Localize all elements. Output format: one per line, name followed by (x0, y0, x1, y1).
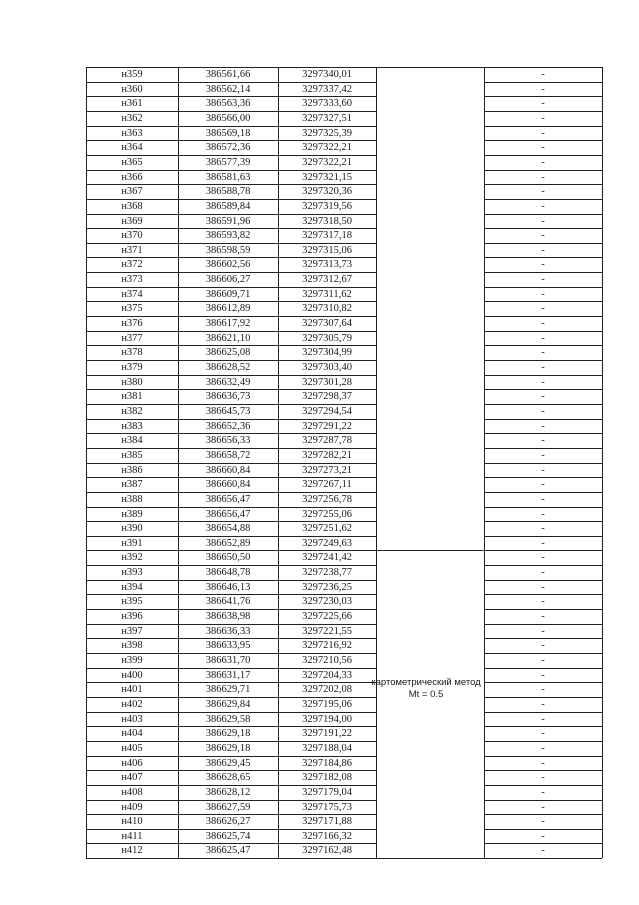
y-coordinate-cell: 3297303,40 (302, 362, 352, 373)
y-coordinate-cell: 3297311,62 (302, 288, 352, 300)
mark-cell: - (541, 186, 545, 198)
x-coordinate-cell: 386581,63 (205, 171, 251, 183)
y-coordinate-cell: 3297320,36 (302, 186, 352, 198)
x-coordinate-cell: 386602,56 (205, 259, 251, 271)
table-row (86, 170, 602, 185)
x-coordinate-cell: 386636,73 (205, 391, 251, 403)
x-coordinate-cell: 386641,76 (205, 596, 251, 608)
mark-cell: - (541, 376, 545, 388)
mark-cell: - (541, 830, 545, 842)
point-id-cell: н365 (121, 156, 143, 168)
table-row (86, 565, 602, 580)
table-row (86, 594, 602, 609)
x-coordinate-cell: 386593,82 (205, 230, 251, 242)
mark-cell: - (541, 200, 545, 212)
mark-cell: - (541, 845, 545, 857)
y-coordinate-cell: 3297337,42 (302, 83, 352, 95)
table-row (86, 375, 602, 390)
y-coordinate-cell: 3297304,99 (302, 347, 352, 359)
table-row (86, 199, 602, 214)
table-row (86, 228, 602, 243)
point-id-cell: н367 (121, 186, 143, 198)
x-coordinate-cell: 386656,47 (205, 493, 251, 505)
y-coordinate-cell: 3297327,51 (302, 112, 352, 124)
point-id-cell: н380 (121, 376, 143, 388)
mark-cell: - (541, 772, 545, 784)
point-id-cell: н406 (121, 757, 143, 769)
mark-cell: - (541, 244, 545, 256)
y-coordinate-cell: 3297325,39 (302, 127, 352, 139)
x-coordinate-cell: 386631,17 (205, 669, 251, 681)
mark-cell: - (541, 698, 545, 710)
point-id-cell: н409 (121, 801, 143, 813)
mark-cell: - (541, 581, 545, 593)
table-row (86, 741, 602, 756)
point-id-cell: н400 (121, 669, 143, 681)
table-row (86, 155, 602, 170)
y-coordinate-cell: 3297202,08 (302, 684, 352, 696)
point-id-cell: н364 (121, 142, 143, 154)
point-id-cell: н369 (121, 215, 143, 227)
point-id-cell: н363 (121, 127, 143, 139)
y-coordinate-cell: 3297310,82 (302, 303, 352, 315)
table-row (86, 67, 602, 82)
mark-cell: - (541, 479, 545, 491)
table-row (86, 272, 602, 287)
point-id-cell: н361 (121, 98, 143, 110)
table-row (86, 580, 602, 595)
mark-cell: - (541, 215, 545, 227)
y-coordinate-cell: 3297321,15 (302, 171, 352, 183)
x-coordinate-cell: 386629,18 (205, 742, 251, 754)
x-coordinate-cell: 386609,71 (205, 288, 251, 300)
table-row (86, 316, 602, 331)
x-coordinate-cell: 386633,95 (205, 640, 251, 652)
point-id-cell: н393 (121, 567, 143, 579)
mark-cell: - (541, 274, 545, 286)
x-coordinate-cell: 386612,89 (205, 303, 251, 315)
y-coordinate-cell: 3297210,56 (302, 655, 352, 666)
table-row (86, 521, 602, 536)
point-id-cell: н387 (121, 479, 143, 491)
table-row (86, 184, 602, 199)
table-row (86, 433, 602, 448)
y-coordinate-cell: 3297194,00 (302, 713, 352, 725)
table-row (86, 726, 602, 741)
mark-cell: - (541, 405, 545, 417)
mark-cell: - (541, 684, 545, 696)
table-row (86, 448, 602, 463)
y-coordinate-cell: 3297195,06 (302, 698, 352, 710)
x-coordinate-cell: 386617,92 (205, 318, 251, 330)
point-id-cell: н368 (121, 200, 143, 212)
table-row (86, 536, 602, 551)
mark-cell: - (541, 523, 545, 535)
x-coordinate-cell: 386638,98 (205, 611, 251, 623)
y-coordinate-cell: 3297249,63 (302, 537, 352, 549)
table-row (86, 389, 602, 404)
point-id-cell: н394 (121, 581, 143, 593)
y-coordinate-cell: 3297318,50 (302, 215, 352, 227)
table-row (86, 140, 602, 155)
mark-cell: - (541, 669, 545, 681)
mark-cell: - (541, 303, 545, 315)
point-id-cell: н391 (121, 537, 143, 549)
x-coordinate-cell: 386628,52 (205, 362, 251, 373)
point-id-cell: н378 (121, 347, 143, 359)
mark-cell: - (541, 493, 545, 505)
table-row (86, 345, 602, 360)
x-coordinate-cell: 386629,84 (205, 698, 251, 710)
y-coordinate-cell: 3297191,22 (302, 728, 352, 740)
table-row (86, 785, 602, 800)
y-coordinate-cell: 3297305,79 (302, 332, 352, 344)
method-label: картометрический метод Mt = 0.5 (371, 677, 481, 700)
point-id-cell: н405 (121, 742, 143, 754)
point-id-cell: н399 (121, 655, 143, 666)
table-border-right (602, 67, 603, 858)
y-coordinate-cell: 3297179,04 (302, 786, 352, 798)
x-coordinate-cell: 386598,59 (205, 244, 251, 256)
mark-cell: - (541, 171, 545, 183)
point-id-cell: н395 (121, 596, 143, 608)
y-coordinate-cell: 3297322,21 (302, 142, 352, 154)
y-coordinate-cell: 3297204,33 (302, 669, 352, 681)
y-coordinate-cell: 3297230,03 (302, 596, 352, 608)
table-row (86, 712, 602, 727)
mark-cell: - (541, 347, 545, 359)
table-row (86, 624, 602, 639)
mark-cell: - (541, 801, 545, 813)
x-coordinate-cell: 386569,18 (205, 127, 251, 139)
y-coordinate-cell: 3297256,78 (302, 493, 352, 505)
table-row (86, 404, 602, 419)
table-row (86, 463, 602, 478)
point-id-cell: н396 (121, 611, 143, 623)
point-id-cell: н402 (121, 698, 143, 710)
x-coordinate-cell: 386656,47 (205, 508, 251, 520)
mark-cell: - (541, 816, 545, 828)
x-coordinate-cell: 386589,84 (205, 200, 251, 212)
y-coordinate-cell: 3297267,11 (302, 479, 352, 491)
point-id-cell: н401 (121, 684, 143, 696)
y-coordinate-cell: 3297340,01 (302, 69, 352, 80)
x-coordinate-cell: 386627,59 (205, 801, 251, 813)
y-coordinate-cell: 3297255,06 (302, 508, 352, 520)
x-coordinate-cell: 386645,73 (205, 405, 251, 417)
mark-cell: - (541, 288, 545, 300)
table-row (86, 96, 602, 111)
point-id-cell: н388 (121, 493, 143, 505)
y-coordinate-cell: 3297166,32 (302, 830, 352, 842)
y-coordinate-cell: 3297184,86 (302, 757, 352, 769)
point-id-cell: н389 (121, 508, 143, 520)
x-coordinate-cell: 386646,13 (205, 581, 251, 593)
mark-cell: - (541, 156, 545, 168)
x-coordinate-cell: 386656,33 (205, 435, 251, 447)
table-row (86, 653, 602, 668)
mark-cell: - (541, 757, 545, 769)
mark-cell: - (541, 127, 545, 139)
x-coordinate-cell: 386629,45 (205, 757, 251, 769)
x-coordinate-cell: 386625,47 (205, 845, 251, 857)
mark-cell: - (541, 362, 545, 373)
mark-cell: - (541, 567, 545, 579)
y-coordinate-cell: 3297287,78 (302, 435, 352, 447)
point-id-cell: н381 (121, 391, 143, 403)
y-coordinate-cell: 3297182,08 (302, 772, 352, 784)
table-row (86, 800, 602, 815)
point-id-cell: н379 (121, 362, 143, 373)
table-row (86, 301, 602, 316)
point-id-cell: н362 (121, 112, 143, 124)
mark-cell: - (541, 625, 545, 637)
x-coordinate-cell: 386629,18 (205, 728, 251, 740)
point-id-cell: н359 (121, 69, 143, 80)
y-coordinate-cell: 3297333,60 (302, 98, 352, 110)
y-coordinate-cell: 3297319,56 (302, 200, 352, 212)
x-coordinate-cell: 386628,12 (205, 786, 251, 798)
table-row (86, 82, 602, 97)
x-coordinate-cell: 386631,70 (205, 655, 251, 666)
y-coordinate-cell: 3297175,73 (302, 801, 352, 813)
x-coordinate-cell: 386561,66 (205, 69, 251, 80)
y-coordinate-cell: 3297301,28 (302, 376, 352, 388)
point-id-cell: н397 (121, 625, 143, 637)
mark-cell: - (541, 611, 545, 623)
mark-cell: - (541, 318, 545, 330)
y-coordinate-cell: 3297307,64 (302, 318, 352, 330)
x-coordinate-cell: 386625,08 (205, 347, 251, 359)
mark-cell: - (541, 112, 545, 124)
point-id-cell: н374 (121, 288, 143, 300)
point-id-cell: н382 (121, 405, 143, 417)
y-coordinate-cell: 3297298,37 (302, 391, 352, 403)
mark-cell: - (541, 230, 545, 242)
point-id-cell: н383 (121, 420, 143, 432)
table-row (86, 697, 602, 712)
x-coordinate-cell: 386660,84 (205, 479, 251, 491)
mark-cell: - (541, 435, 545, 447)
y-coordinate-cell: 3297273,21 (302, 464, 352, 476)
point-id-cell: н370 (121, 230, 143, 242)
point-id-cell: н384 (121, 435, 143, 447)
x-coordinate-cell: 386591,96 (205, 215, 251, 227)
table-row (86, 477, 602, 492)
mark-cell: - (541, 142, 545, 154)
x-coordinate-cell: 386628,65 (205, 772, 251, 784)
mark-cell: - (541, 259, 545, 271)
x-coordinate-cell: 386588,78 (205, 186, 251, 198)
x-coordinate-cell: 386566,00 (205, 112, 251, 124)
point-id-cell: н360 (121, 83, 143, 95)
mark-cell: - (541, 537, 545, 549)
mark-cell: - (541, 98, 545, 110)
x-coordinate-cell: 386626,27 (205, 816, 251, 828)
y-coordinate-cell: 3297225,66 (302, 611, 352, 623)
x-coordinate-cell: 386629,71 (205, 684, 251, 696)
mark-cell: - (541, 464, 545, 476)
x-coordinate-cell: 386572,36 (205, 142, 251, 154)
mark-cell: - (541, 69, 545, 80)
mark-cell: - (541, 391, 545, 403)
point-id-cell: н385 (121, 449, 143, 461)
point-id-cell: н373 (121, 274, 143, 286)
point-id-cell: н403 (121, 713, 143, 725)
y-coordinate-cell: 3297238,77 (302, 567, 352, 579)
mark-cell: - (541, 508, 545, 520)
point-id-cell: н390 (121, 523, 143, 535)
x-coordinate-cell: 386629,58 (205, 713, 251, 725)
point-id-cell: н407 (121, 772, 143, 784)
table-row (86, 668, 602, 683)
mark-cell: - (541, 420, 545, 432)
mark-cell: - (541, 742, 545, 754)
x-coordinate-cell: 386652,36 (205, 420, 251, 432)
x-coordinate-cell: 386562,14 (205, 83, 251, 95)
x-coordinate-cell: 386632,49 (205, 376, 251, 388)
point-id-cell: н398 (121, 640, 143, 652)
table-row (86, 214, 602, 229)
table-row (86, 609, 602, 624)
table-row (86, 492, 602, 507)
table-row (86, 550, 602, 565)
mark-cell: - (541, 552, 545, 564)
mark-cell: - (541, 83, 545, 95)
point-id-cell: н377 (121, 332, 143, 344)
point-id-cell: н412 (121, 845, 143, 857)
y-coordinate-cell: 3297171,88 (302, 816, 352, 828)
table-row (86, 287, 602, 302)
y-coordinate-cell: 3297294,54 (302, 405, 352, 417)
x-coordinate-cell: 386650,50 (205, 552, 251, 564)
x-coordinate-cell: 386658,72 (205, 449, 251, 461)
y-coordinate-cell: 3297241,42 (302, 552, 352, 564)
x-coordinate-cell: 386660,84 (205, 464, 251, 476)
table-row (86, 419, 602, 434)
x-coordinate-cell: 386636,33 (205, 625, 251, 637)
table-row (86, 257, 602, 272)
x-coordinate-cell: 386625,74 (205, 830, 251, 842)
point-id-cell: н386 (121, 464, 143, 476)
y-coordinate-cell: 3297236,25 (302, 581, 352, 593)
table-row (86, 331, 602, 346)
point-id-cell: н392 (121, 552, 143, 564)
table-row (86, 111, 602, 126)
table-row (86, 829, 602, 844)
mark-cell: - (541, 713, 545, 725)
table-row (86, 126, 602, 141)
point-id-cell: н375 (121, 303, 143, 315)
point-id-cell: н376 (121, 318, 143, 330)
y-coordinate-cell: 3297315,06 (302, 244, 352, 256)
table-row (86, 507, 602, 522)
point-id-cell: н408 (121, 786, 143, 798)
mark-cell: - (541, 728, 545, 740)
x-coordinate-cell: 386606,27 (205, 274, 251, 286)
x-coordinate-cell: 386648,78 (205, 567, 251, 579)
table-row (86, 682, 602, 697)
x-coordinate-cell: 386652,89 (205, 537, 251, 549)
x-coordinate-cell: 386621,10 (205, 332, 251, 344)
point-id-cell: н371 (121, 244, 143, 256)
y-coordinate-cell: 3297291,22 (302, 420, 352, 432)
mark-cell: - (541, 596, 545, 608)
y-coordinate-cell: 3297282,21 (302, 449, 352, 461)
x-coordinate-cell: 386654,88 (205, 523, 251, 535)
point-id-cell: н410 (121, 816, 143, 828)
x-coordinate-cell: 386577,39 (205, 156, 251, 168)
point-id-cell: н372 (121, 259, 143, 271)
table-row (86, 843, 602, 858)
y-coordinate-cell: 3297162,48 (302, 845, 352, 857)
y-coordinate-cell: 3297317,18 (302, 230, 352, 242)
x-coordinate-cell: 386563,36 (205, 98, 251, 110)
table-row (86, 360, 602, 375)
table-row (86, 770, 602, 785)
point-id-cell: н404 (121, 728, 143, 740)
point-id-cell: н366 (121, 171, 143, 183)
mark-cell: - (541, 655, 545, 666)
point-id-cell: н411 (121, 830, 143, 842)
mark-cell: - (541, 332, 545, 344)
table-row (86, 814, 602, 829)
y-coordinate-cell: 3297322,21 (302, 156, 352, 168)
table-row (86, 638, 602, 653)
y-coordinate-cell: 3297188,04 (302, 742, 352, 754)
table-row (86, 243, 602, 258)
y-coordinate-cell: 3297313,73 (302, 259, 352, 271)
y-coordinate-cell: 3297216,92 (302, 640, 352, 652)
y-coordinate-cell: 3297221,55 (302, 625, 352, 637)
mark-cell: - (541, 786, 545, 798)
table-row (86, 756, 602, 771)
mark-cell: - (541, 640, 545, 652)
y-coordinate-cell: 3297251,62 (302, 523, 352, 535)
mark-cell: - (541, 449, 545, 461)
y-coordinate-cell: 3297312,67 (302, 274, 352, 286)
